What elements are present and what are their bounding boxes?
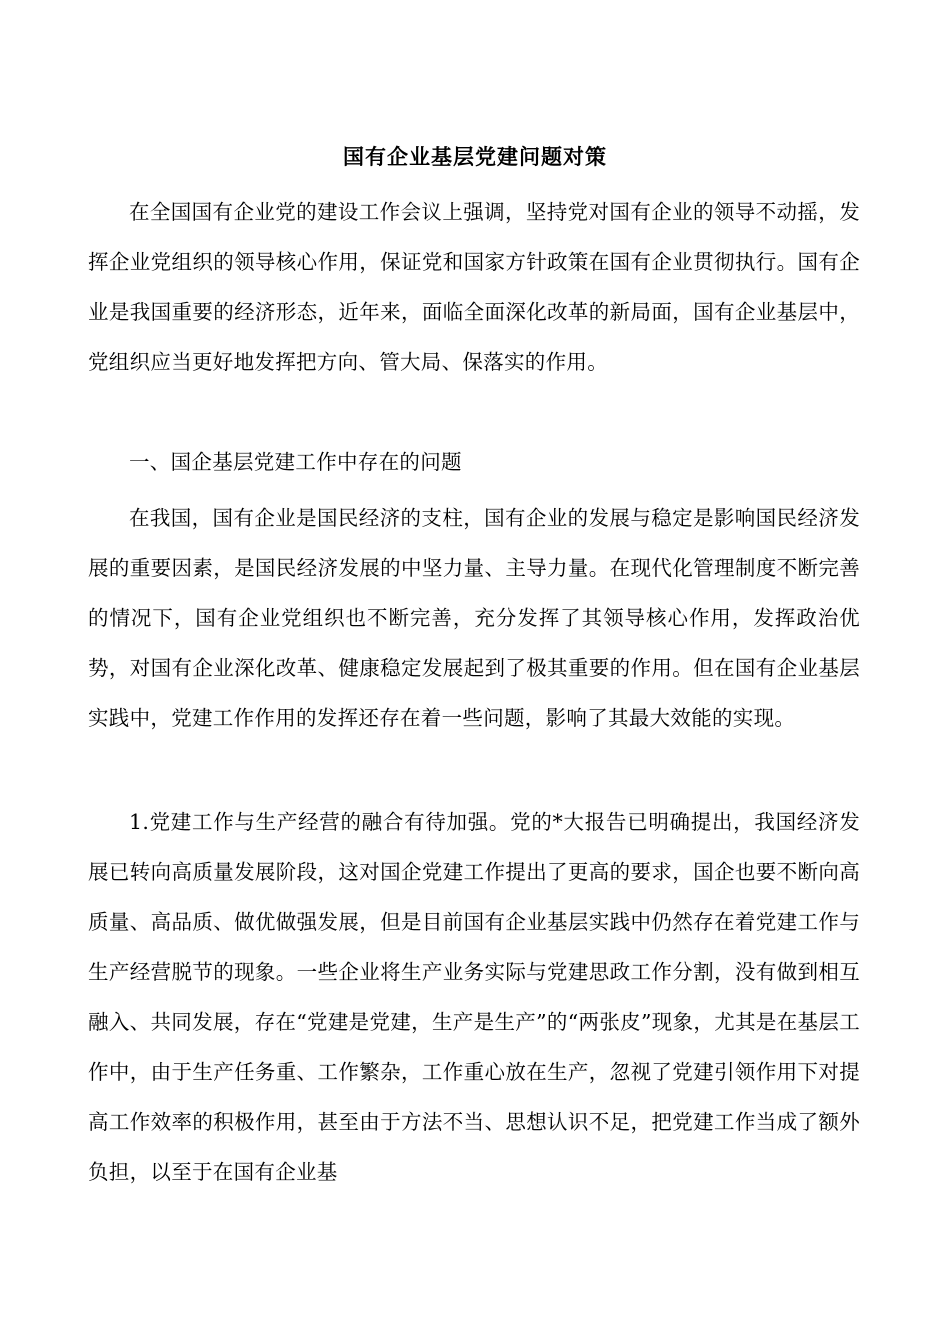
- section-heading-1: 一、国企基层党建工作中存在的问题: [129, 450, 462, 474]
- paragraph-point-1: 1.党建工作与生产经营的融合有待加强。党的*大报告已明确提出，我国经济发展已转向高质量发展阶段，这对国企党建工作提出了更高的要求，国企也要不断向高质量、高品质、做优做强发展，但是目前国有企业基层实践中仍然存在着党建工作与生产经营脱节的现象。一些企业将生产业务实际与党建思政工作分割，没有做到相互融入、共同发展，存在“党建是党建，生产是生产”的“两张皮”现象，尤其是在基层工作中，由于生产任务重、工作繁杂，工作重心放在生产，忽视了党建引领作用下对提高工作效率的积极作用，甚至由于方法不当、思想认识不足，把党建工作当成了额外负担，以至于在国有企业基: [88, 810, 860, 1184]
- paragraph-intro: 在全国国有企业党的建设工作会议上强调，坚持党对国有企业的领导不动摇，发挥企业党组织的领导核心作用，保证党和国家方针政策在国有企业贯彻执行。国有企业是我国重要的经济形态，近年来，面临全面深化改革的新局面，国有企业基层中，党组织应当更好地发挥把方向、管大局、保落实的作用。: [88, 200, 860, 374]
- document-title: 国有企业基层党建问题对策: [343, 144, 607, 169]
- paragraph-section-1: 在我国，国有企业是国民经济的支柱，国有企业的发展与稳定是影响国民经济发展的重要因素，是国民经济发展的中坚力量、主导力量。在现代化管理制度不断完善的情况下，国有企业党组织也不断完善，充分发挥了其领导核心作用，发挥政治优势，对国有企业深化改革、健康稳定发展起到了极其重要的作用。但在国有企业基层实践中，党建工作作用的发挥还存在着一些问题，影响了其最大效能的实现。: [88, 506, 860, 730]
